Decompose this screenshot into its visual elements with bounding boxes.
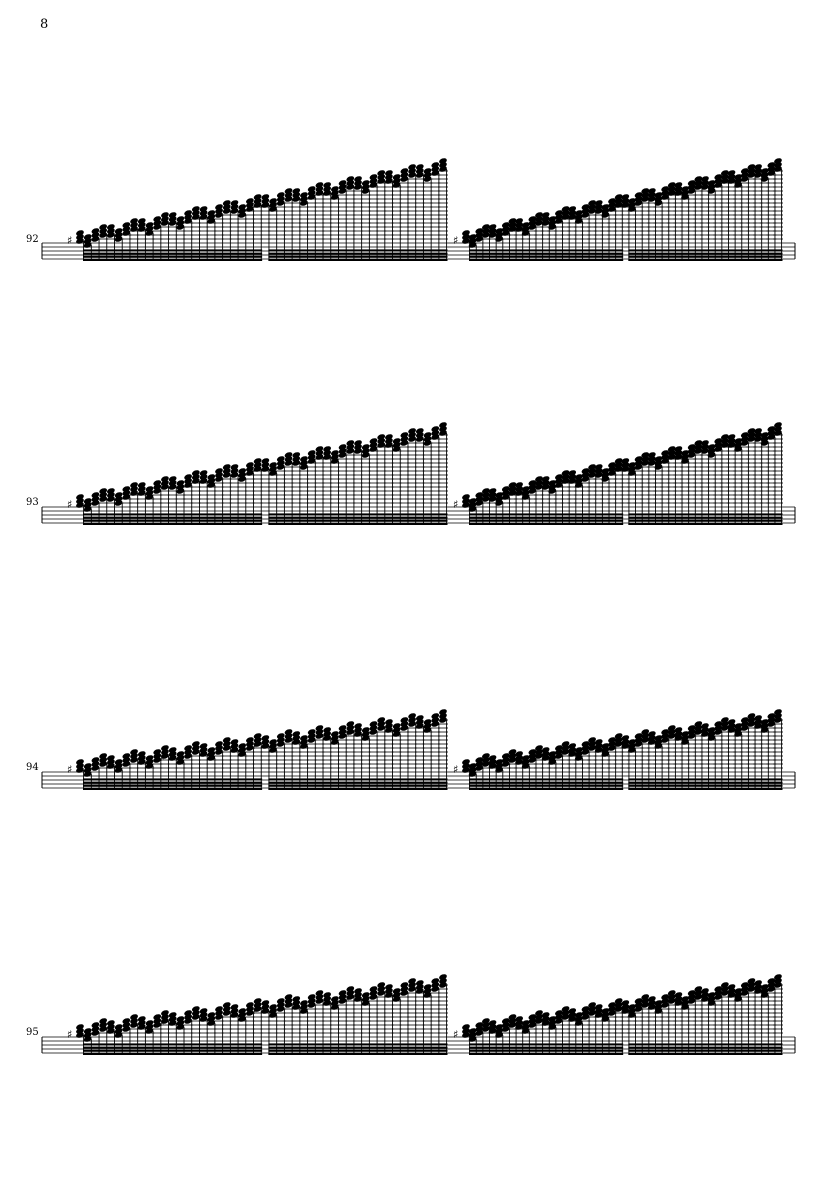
measure-number-95: 95 xyxy=(26,1027,39,1038)
beam xyxy=(469,778,623,780)
beam xyxy=(469,785,623,787)
beam xyxy=(469,782,623,784)
beam xyxy=(469,788,623,790)
beam xyxy=(83,785,262,787)
sharp-icon: ♯ xyxy=(612,462,618,475)
sharp-icon: ♯ xyxy=(252,739,258,752)
beam xyxy=(469,256,623,258)
sharp-icon: ♯ xyxy=(67,1028,73,1041)
sharp-icon: ♯ xyxy=(691,992,698,1005)
sharp-icon: ♯ xyxy=(453,234,459,247)
beam xyxy=(83,517,262,519)
beam xyxy=(83,259,262,261)
beam xyxy=(628,1043,782,1045)
sharp-icon: ♯ xyxy=(453,763,459,776)
measure-number-94: 94 xyxy=(26,762,39,773)
beam xyxy=(268,523,447,525)
beam xyxy=(469,1050,623,1052)
sharp-icon: ♯ xyxy=(67,763,73,776)
sharp-icon: ♯ xyxy=(532,480,538,493)
beam xyxy=(268,1043,447,1045)
page-number: 8 xyxy=(40,17,49,32)
beam xyxy=(628,1050,782,1052)
beam xyxy=(628,259,782,261)
beam xyxy=(469,1043,623,1045)
beam xyxy=(83,523,262,525)
beam xyxy=(83,788,262,790)
beam xyxy=(268,259,447,261)
beam xyxy=(268,785,447,787)
beam xyxy=(628,520,782,522)
beam xyxy=(268,778,447,780)
beam xyxy=(83,782,262,784)
sharp-icon: ♯ xyxy=(453,1028,459,1041)
beam xyxy=(628,517,782,519)
beam xyxy=(628,256,782,258)
measure-number-92: 92 xyxy=(26,234,39,245)
beam xyxy=(83,1047,262,1049)
beam xyxy=(83,253,262,255)
beam xyxy=(469,517,623,519)
beam xyxy=(83,513,262,515)
beam xyxy=(469,253,623,255)
beam xyxy=(268,256,447,258)
beam xyxy=(469,523,623,525)
sharp-icon: ♯ xyxy=(159,1016,166,1029)
sharp-icon: ♯ xyxy=(252,462,258,475)
staff-system-95 xyxy=(42,973,795,1055)
beam xyxy=(83,1043,262,1045)
staff-system-93 xyxy=(42,421,795,525)
sharp-icon: ♯ xyxy=(532,1016,538,1029)
sharp-icon: ♯ xyxy=(345,180,351,193)
sharp-icon: ♯ xyxy=(159,216,166,229)
staff-system-92 xyxy=(42,157,795,261)
sharp-icon: ♯ xyxy=(691,180,698,193)
sharp-icon: ♯ xyxy=(612,739,618,752)
beam xyxy=(268,782,447,784)
sharp-icon: ♯ xyxy=(612,198,618,211)
sharp-icon: ♯ xyxy=(532,216,538,229)
beam xyxy=(268,253,447,255)
beam xyxy=(268,788,447,790)
measure-number-93: 93 xyxy=(26,497,39,508)
beam xyxy=(268,249,447,251)
beam xyxy=(628,249,782,251)
sharp-icon: ♯ xyxy=(453,498,459,511)
sharp-icon: ♯ xyxy=(252,198,258,211)
beam xyxy=(83,1053,262,1055)
beam xyxy=(268,520,447,522)
staff-system-94 xyxy=(42,708,795,790)
sharp-icon: ♯ xyxy=(345,444,351,457)
beam xyxy=(628,1053,782,1055)
beam xyxy=(469,513,623,515)
beam xyxy=(628,785,782,787)
beam xyxy=(83,256,262,258)
beam xyxy=(83,1050,262,1052)
beam xyxy=(628,788,782,790)
sharp-icon: ♯ xyxy=(691,444,698,457)
beam xyxy=(469,520,623,522)
beam xyxy=(628,523,782,525)
sharp-icon: ♯ xyxy=(345,992,351,1005)
beam xyxy=(469,1047,623,1049)
sharp-icon: ♯ xyxy=(67,234,73,247)
beam xyxy=(268,1047,447,1049)
sharp-icon: ♯ xyxy=(612,1004,618,1017)
sharp-icon: ♯ xyxy=(532,751,538,764)
beam xyxy=(268,517,447,519)
beam xyxy=(83,520,262,522)
beam xyxy=(628,1047,782,1049)
sharp-icon: ♯ xyxy=(159,480,166,493)
beam xyxy=(83,778,262,780)
beam xyxy=(628,778,782,780)
beam xyxy=(268,513,447,515)
beam xyxy=(628,253,782,255)
beam xyxy=(469,249,623,251)
sharp-icon: ♯ xyxy=(67,498,73,511)
beam xyxy=(469,1053,623,1055)
sharp-icon: ♯ xyxy=(345,727,351,740)
sharp-icon: ♯ xyxy=(691,727,698,740)
beam xyxy=(83,249,262,251)
sharp-icon: ♯ xyxy=(252,1004,258,1017)
sharp-icon: ♯ xyxy=(159,751,166,764)
beam xyxy=(268,1053,447,1055)
beam xyxy=(628,782,782,784)
beam xyxy=(469,259,623,261)
beam xyxy=(628,513,782,515)
beam xyxy=(268,1050,447,1052)
